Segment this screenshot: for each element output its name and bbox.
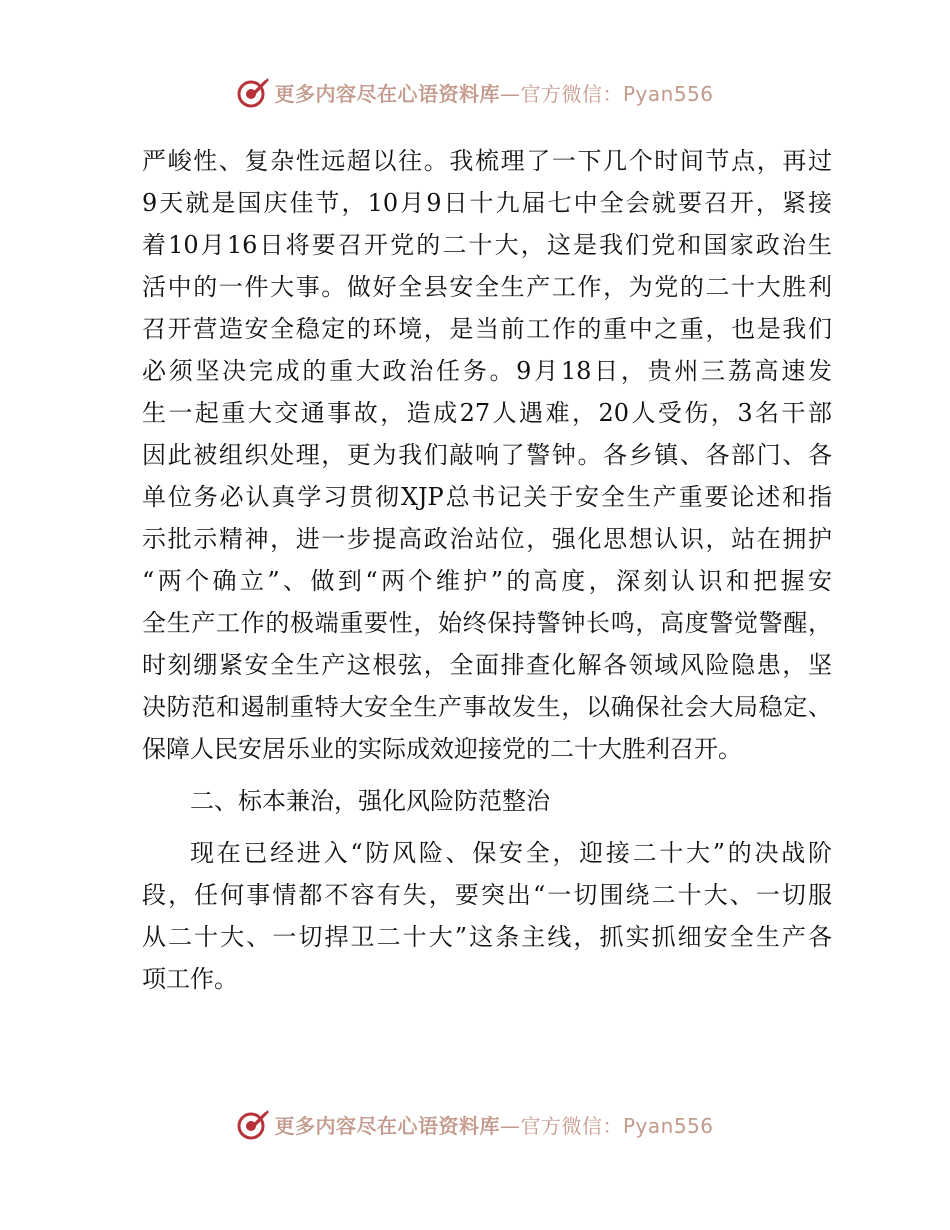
header-banner-inner [236,75,713,109]
footer-banner-inner [236,1107,713,1141]
header-dash: — [499,81,521,106]
paragraph-line: 生一起重大交通事故，造成27人遇难，20人受伤，3名干部 [142,399,832,427]
footer-wechat-id: Pyan556 [622,1113,714,1138]
footer-site-name: 更多内容尽在心语资料库 [274,1113,500,1138]
section-heading-text: 二、标本兼治，强化风险防范整治 [190,787,550,815]
footer-dash: — [499,1113,521,1138]
paragraph-line: “两个确立”、做到“两个维护”的高度，深刻认识和把握安 [142,567,832,595]
paragraph-line: 示批示精神，进一步提高政治站位，强化思想认识，站在拥护 [142,525,832,553]
paragraph-line: 着10月16日将要召开党的二十大，这是我们党和国家政治生 [142,231,832,259]
paragraph-line: 召开营造安全稳定的环境，是当前工作的重中之重，也是我们 [142,315,832,343]
paragraph-line: 9天就是国庆佳节，10月9日十九届七中全会就要召开，紧接 [142,189,832,217]
paragraph-line: 从二十大、一切捍卫二十大”这条主线，抓实抓细安全生产各 [142,923,832,951]
paragraph-line: 必须坚决完成的重大政治任务。9月18日，贵州三荔高速发 [142,357,832,385]
footer-wechat-label: 官方微信： [520,1113,623,1138]
quill-pen-logo-icon [236,75,270,109]
paragraph-line: 严峻性、复杂性远超以往。我梳理了一下几个时间节点，再过 [142,147,832,175]
header-banner-text [274,78,713,107]
paragraph-2 [142,832,832,1000]
header-site-name: 更多内容尽在心语资料库 [274,81,500,106]
footer-banner [0,1102,950,1146]
header-banner [0,70,950,114]
paragraph-line: 现在已经进入“防风险、保安全，迎接二十大”的决战阶 [190,839,832,867]
footer-banner-text [274,1110,713,1139]
paragraph-line: 段，任何事情都不容有失，要突出“一切围绕二十大、一切服 [142,881,832,909]
paragraph-1 [142,140,832,770]
header-wechat-id: Pyan556 [622,81,714,106]
header-wechat-label: 官方微信： [520,81,623,106]
paragraph-line: 时刻绷紧安全生产这根弦，全面排查化解各领域风险隐患，坚 [142,651,832,679]
paragraph-line: 活中的一件大事。做好全县安全生产工作，为党的二十大胜利 [142,273,832,301]
document-body [142,140,832,1000]
paragraph-line: 因此被组织处理，更为我们敲响了警钟。各乡镇、各部门、各 [142,441,832,469]
paragraph-line: 全生产工作的极端重要性，始终保持警钟长鸣，高度警觉警醒， [142,609,832,637]
section-heading [142,780,832,822]
paragraph-line: 保障人民安居乐业的实际成效迎接党的二十大胜利召开。 [142,735,742,763]
paragraph-line: 单位务必认真学习贯彻XJP总书记关于安全生产重要论述和指 [142,483,832,511]
paragraph-line: 决防范和遏制重特大安全生产事故发生，以确保社会大局稳定、 [142,693,832,721]
paragraph-line: 项工作。 [142,965,238,993]
quill-pen-logo-icon [236,1107,270,1141]
